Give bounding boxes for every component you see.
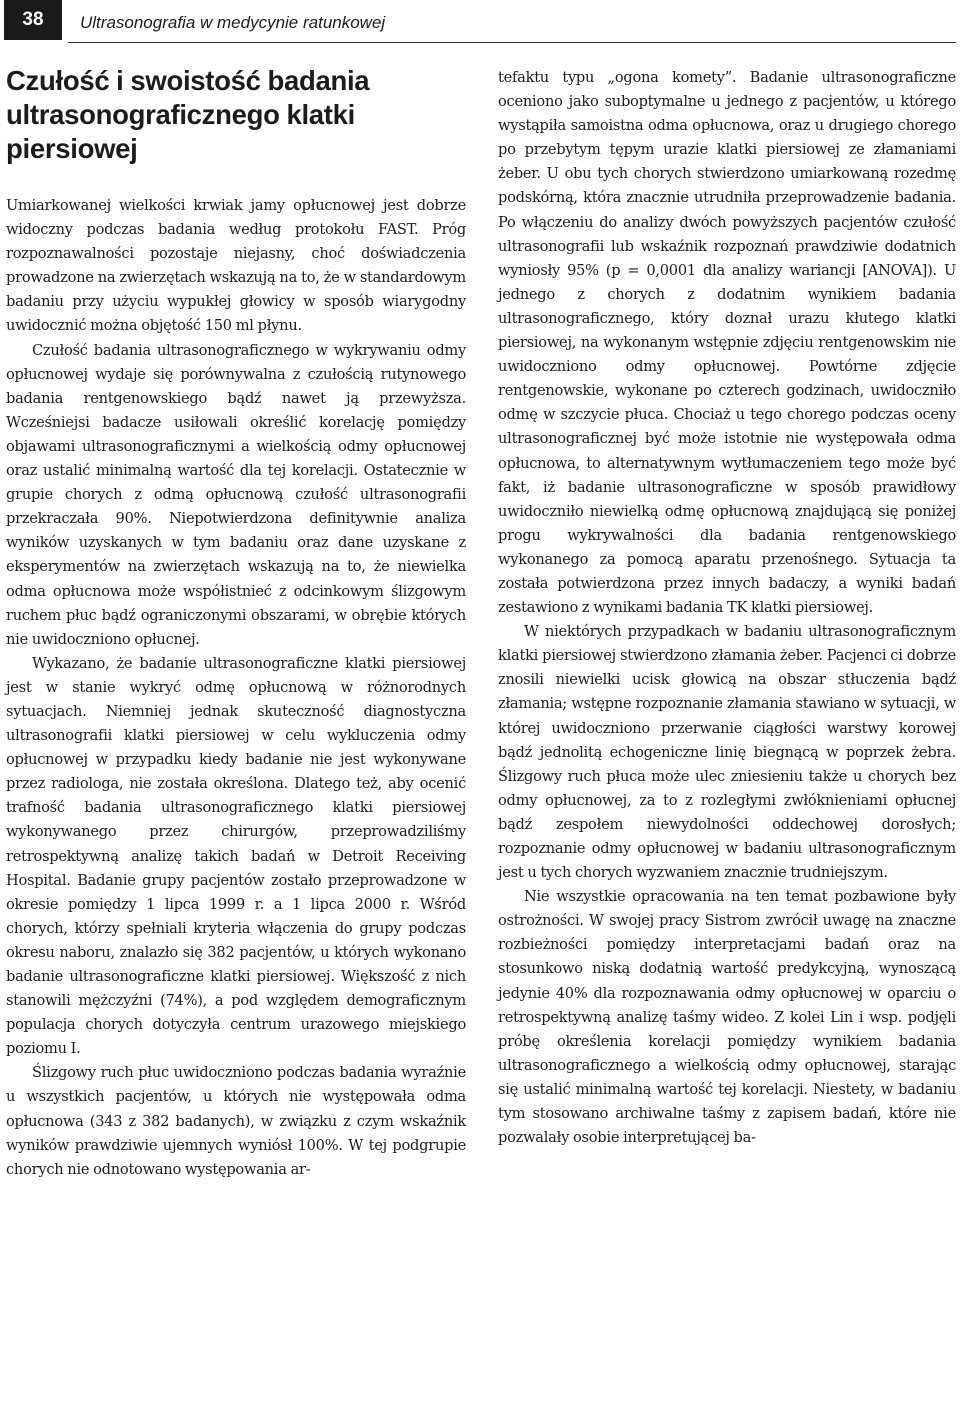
paragraph: Nie wszystkie opracowania na ten temat pozbawione były ostrożności. W swojej pracy Sistrom zwrócił uwagę na znaczne rozbieżności pomiędzy interpretacjami badań oraz na stosunkowo niską dodatnią wartość predykcyjną, wynoszącą jedynie 40% dla rozpoznawania odmy opłucnowej w oparciu o retrospektywną analizę taśmy wideo. Z kolei Lin i wsp. podjęli próbę określenia korelacji pomiędzy wynikiem badania ultrasonograficznego a wielkością odmy opłucnowej, starając się ustalić minimalną wartość tej korelacji. Niestety, w badaniu tym stosowano archiwalne taśmy z zapisem badań, które nie pozwalały osobie interpretującej ba- (498, 888, 956, 1147)
header-rule (68, 42, 956, 43)
left-column (6, 64, 466, 1182)
page-number-badge (4, 0, 62, 40)
paragraph: W niektórych przypadkach w badaniu ultrasonograficznym klatki piersiowej stwierdzono złamania żeber. Pacjenci ci dobrze znosili niewielki ucisk głowicą na obszar stłuczenia bądź złamania; wstępne rozpoznanie złamania stawiano w sytuacji, w której uwidoczniono przerwanie ciągłości warstwy korowej bądź jednolitą echogeniczne linię biegnącą w poprzek żebra. Ślizgowy ruch płuca może ulec zniesieniu także u chorych bez odmy opłucnowej, za to z rozległymi zwłóknieniami opłucnej bądź zespołem niewydolności oddechowej dorosłych; rozpoznanie odmy opłucnowej w badaniu ultrasonograficznym jest u tych chorych wyzwaniem znacznie trudniejszym. (498, 623, 956, 882)
right-column (498, 66, 956, 1150)
paragraph: Wykazano, że badanie ultrasonograficzne klatki piersiowej jest w stanie wykryć odmę opłucnową w różnorodnych sytuacjach. Niemniej jednak skuteczność diagnostyczna ultrasonografii klatki piersiowej w celu wykluczenia odmy opłucnowej w przypadku kiedy badanie nie jest wykonywane przez radiologa, nie została określona. Dlatego też, aby ocenić trafność badania ultrasonograficznego klatki piersiowej wykonywanego przez chirurgów, przeprowadziliśmy retrospektywną analizę takich badań w Detroit Receiving Hospital. Badanie grupy pacjentów zostało przeprowadzone w okresie pomiędzy 1 lipca 1999 r. a 1 lipca 2000 r. Wśród chorych, którzy spełniali kryteria włączenia do grupy podczas okresu naboru, znalazło się 382 pacjentów, u których wykonano badanie ultrasonograficzne klatki piersiowej. Większość z nich stanowili mężczyźni (74%), a pod względem demograficznym populacja chorych dotyczyła centrum urazowego miejskiego poziomu I. (6, 654, 466, 1058)
section-title: Czułość i swoistość badania ultrasonograficznego klatki piersiowej (6, 65, 370, 164)
paragraph: Umiarkowanej wielkości krwiak jamy opłucnowej jest dobrze widoczny podczas badania według protokołu FAST. Próg rozpoznawalności pozostaje niejasny, choć doświadczenia prowadzone na zwierzętach wskazują na to, że w standardowym badaniu przy użyciu wypukłej głowicy w sposób wiarygodny uwidocznić można objętość 150 ml płynu. (6, 197, 466, 335)
paragraph: tefaktu typu „ogona komety”. Badanie ultrasonograficzne oceniono jako suboptymalne u jednego z pacjentów, u którego wystąpiła samoistna odma opłucnowa, oraz u drugiego chorego po przebytym tępym urazie klatki piersiowej ze złamaniami żeber. U obu tych chorych stwierdzono umiarkowaną rozedmę podskórną, która znacznie utrudniła przeprowadzenie badania. Po włączeniu do analizy dwóch powyższych pacjentów czułość ultrasonografii lub wskaźnik rozpoznań prawdziwie dodatnich wyniosły 95% (p = 0,0001 dla analizy wariancji [ANOVA]). U jednego z chorych z dodatnim wynikiem badania ultrasonograficznego, który doznał urazu kłutego klatki piersiowej, na wykonanym wstępnie zdjęciu rentgenowskim nie uwidoczniono odmy opłucnowej. Powtórne zdjęcie rentgenowskie, wykonane po czterech godzinach, uwidoczniło odmę w szczycie płuca. Chociaż u tego chorego podczas oceny ultrasonograficznej być może istotnie nie występowała odma opłucnowa, to alternatywnym wytłumaczeniem tego może być fakt, iż badanie ultrasonograficzne w sposób prawidłowy uwidoczniło niewielką odmę opłucnową znajdującą się poniżej progu wykrywalności dla badania rentgenowskiego wykonanego za pomocą aparatu przenośnego. Sytuacja ta została potwierdzona przez innych badaczy, a wyniki badań zestawiono z wynikami badania TK klatki piersiowej. (498, 69, 956, 617)
running-title: Ultrasonografia w medycynie ratunkowej (80, 13, 386, 32)
page-number: 38 (22, 9, 44, 30)
paragraph: Ślizgowy ruch płuc uwidoczniono podczas badania wyraźnie u wszystkich pacjentów, u których nie występowała odma opłucnowa (343 z 382 badanych), w związku z czym wskaźnik wyników prawdziwie ujemnych wyniósł 100%. W tej podgrupie chorych nie odnotowano występowania ar- (6, 1064, 466, 1178)
paragraph: Czułość badania ultrasonograficznego w wykrywaniu odmy opłucnowej wydaje się porównywalna z czułością rutynowego badania rentgenowskiego bądź nawet ją przewyższa. Wcześniejsi badacze usiłowali określić korelację pomiędzy objawami ultrasonograficznymi a wielkością odmy opłucnowej oraz ustalić minimalną wartość dla tej korelacji. Ostatecznie w grupie chorych z odmą opłucnową czułość ultrasonografii przekraczała 90%. Niepotwierdzona definitywnie analiza wyników uzyskanych w tym badaniu oraz dane uzyskane z eksperymentów na zwierzętach wskazują na to, że niewielka odma opłucnowa może współistnieć z odcinkowym ślizgowym ruchem płuc bądź ograniczonymi obszarami, w obrębie których nie uwidoczniono opłucnej. (6, 341, 466, 648)
